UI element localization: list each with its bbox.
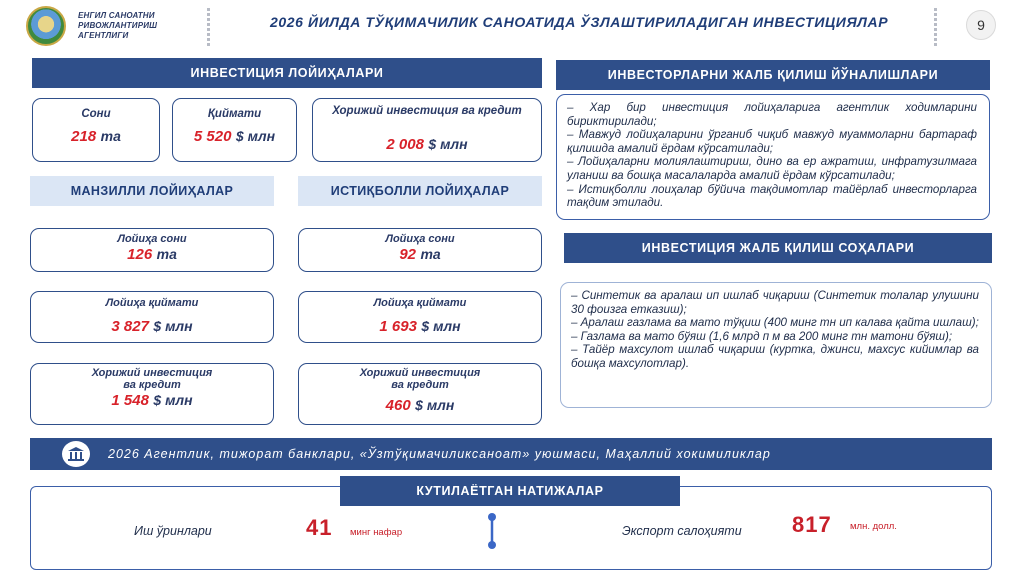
targeted-foreign-value: 1 548	[111, 392, 149, 409]
prospective-cost-label: Лойиҳа қиймати	[373, 297, 467, 309]
list-item: – Истиқболли лоиҳалар бўйича тақдимотлар тайёрлаб инвесторларга тақдим этилади.	[567, 182, 977, 210]
export-label: Экспорт салоҳияти	[622, 524, 742, 538]
projects-count-label: Сони	[81, 108, 111, 120]
prospective-cost-card	[298, 291, 542, 343]
targeted-count-unit: та	[156, 246, 177, 262]
projects-foreign-unit: $ млн	[428, 136, 468, 152]
prospective-projects-heading: ИСТИҚБОЛЛИ ЛОЙИҲАЛАР	[298, 176, 542, 206]
list-item: – Газлама ва мато бўяш (1,6 млрд п м ва 200 минг тн матони бўяш);	[571, 329, 953, 343]
state-emblem-logo	[26, 6, 66, 46]
projects-foreign-value: 2 008	[386, 136, 424, 153]
jobs-value: 41	[306, 515, 333, 540]
targeted-count-value: 126	[127, 246, 153, 263]
investment-projects-heading: ИНВЕСТИЦИЯ ЛОЙИҲАЛАРИ	[32, 58, 542, 88]
projects-count-value: 218	[71, 128, 97, 145]
investor-directions-heading: ИНВЕСТОРЛАРНИ ЖАЛБ ҚИЛИШ ЙЎНАЛИШЛАРИ	[556, 60, 990, 90]
targeted-foreign-card	[30, 363, 274, 425]
prospective-foreign-card	[298, 363, 542, 425]
agency-name-line2: РИВОЖЛАНТИРИШ АГЕНТЛИГИ	[78, 21, 158, 40]
investment-sectors-heading: ИНВЕСТИЦИЯ ЖАЛБ ҚИЛИШ СОҲАЛАРИ	[564, 233, 992, 263]
targeted-cost-label: Лойиҳа қиймати	[105, 297, 199, 309]
projects-count-card	[32, 98, 160, 162]
header-divider	[207, 8, 210, 46]
targeted-count-card	[30, 228, 274, 272]
page-title: 2026 ЙИЛДА ТЎҚИМАЧИЛИК САНОАТИДА ЎЗЛАШТИРИЛАДИГАН ИНВЕСТИЦИЯЛАР	[270, 14, 889, 30]
prospective-count-value: 92	[399, 246, 416, 263]
investment-sectors-list	[560, 282, 992, 408]
projects-foreign-card	[312, 98, 542, 162]
expected-results-heading: КУТИЛАЁТГАН НАТИЖАЛАР	[340, 476, 680, 506]
results-connector	[486, 512, 498, 550]
prospective-cost-value: 1 693	[379, 318, 417, 335]
prospective-count-unit: та	[420, 246, 441, 262]
title-divider	[934, 8, 937, 46]
projects-cost-unit: $ млн	[235, 128, 276, 144]
export-value: 817	[792, 512, 832, 537]
list-item: – Хар бир инвестиция лойиҳаларига агентлик ходимларини бириктирилади;	[567, 101, 977, 128]
projects-cost-card	[172, 98, 297, 162]
targeted-foreign-label-1: Хорижий инвестиция	[91, 367, 213, 379]
targeted-cost-value: 3 827	[111, 318, 149, 335]
targeted-cost-card	[30, 291, 274, 343]
targeted-foreign-label-2: ва кредит	[123, 379, 181, 391]
prospective-count-card	[298, 228, 542, 272]
targeted-foreign-unit: $ млн	[153, 392, 193, 408]
list-item: – Лойиҳаларни молиялаштириш, дино ва ер ажратиш, инфратузилмага уланиш ва бошқа масалаларда амалий ёрдам кўрсатилади;	[567, 155, 977, 182]
projects-cost-value: 5 520	[193, 128, 232, 145]
investor-directions-list	[556, 94, 990, 220]
list-item: – Тайёр махсулот ишлаб чиқариш (куртка, джинси, махсус кийимлар ва бошқа махсулотлар).	[571, 343, 979, 370]
list-item: – Синтетик ва аралаш ип ишлаб чиқариш (Синтетик толалар улушини 30 фоизга етказиш);	[571, 289, 979, 316]
prospective-foreign-label-1: Хорижий инвестиция	[359, 367, 481, 379]
list-item: – Аралаш газлама ва мато тўқиш (400 минг тн ип калава қайта ишлаш);	[571, 316, 979, 330]
projects-foreign-label: Хорижий инвестиция ва кредит	[332, 105, 522, 117]
jobs-label: Иш ўринлари	[134, 524, 212, 538]
jobs-unit: минг нафар	[350, 527, 403, 538]
page-number: 9	[966, 10, 996, 40]
projects-count-unit: та	[100, 128, 121, 144]
targeted-cost-unit: $ млн	[153, 318, 193, 334]
targeted-count-label: Лойиҳа сони	[117, 233, 187, 245]
export-unit: млн. долл.	[850, 521, 897, 532]
prospective-foreign-unit: $ млн	[415, 397, 455, 413]
participants-text: 2026 Агентлик, тижорат банклари, «Ўзтўқимачиликсаноат» уюшмаси, Маҳаллий хокимиликлар	[108, 447, 771, 461]
prospective-count-label: Лойиҳа сони	[385, 233, 455, 245]
targeted-projects-heading: МАНЗИЛЛИ ЛОЙИҲАЛАР	[30, 176, 274, 206]
prospective-foreign-label-2: ва кредит	[391, 379, 449, 391]
agency-name-line1: ЕНГИЛ САНОАТНИ	[78, 11, 155, 20]
building-icon	[62, 441, 90, 467]
list-item: – Мавжуд лойиҳаларини ўрганиб чиқиб мавжуд муаммоларни бартараф қилишда амалий ёрдам кўрсатилади;	[567, 128, 977, 155]
agency-name	[78, 11, 208, 41]
prospective-foreign-value: 460	[385, 397, 411, 414]
projects-cost-label: Қиймати	[207, 108, 262, 120]
prospective-cost-unit: $ млн	[421, 318, 461, 334]
